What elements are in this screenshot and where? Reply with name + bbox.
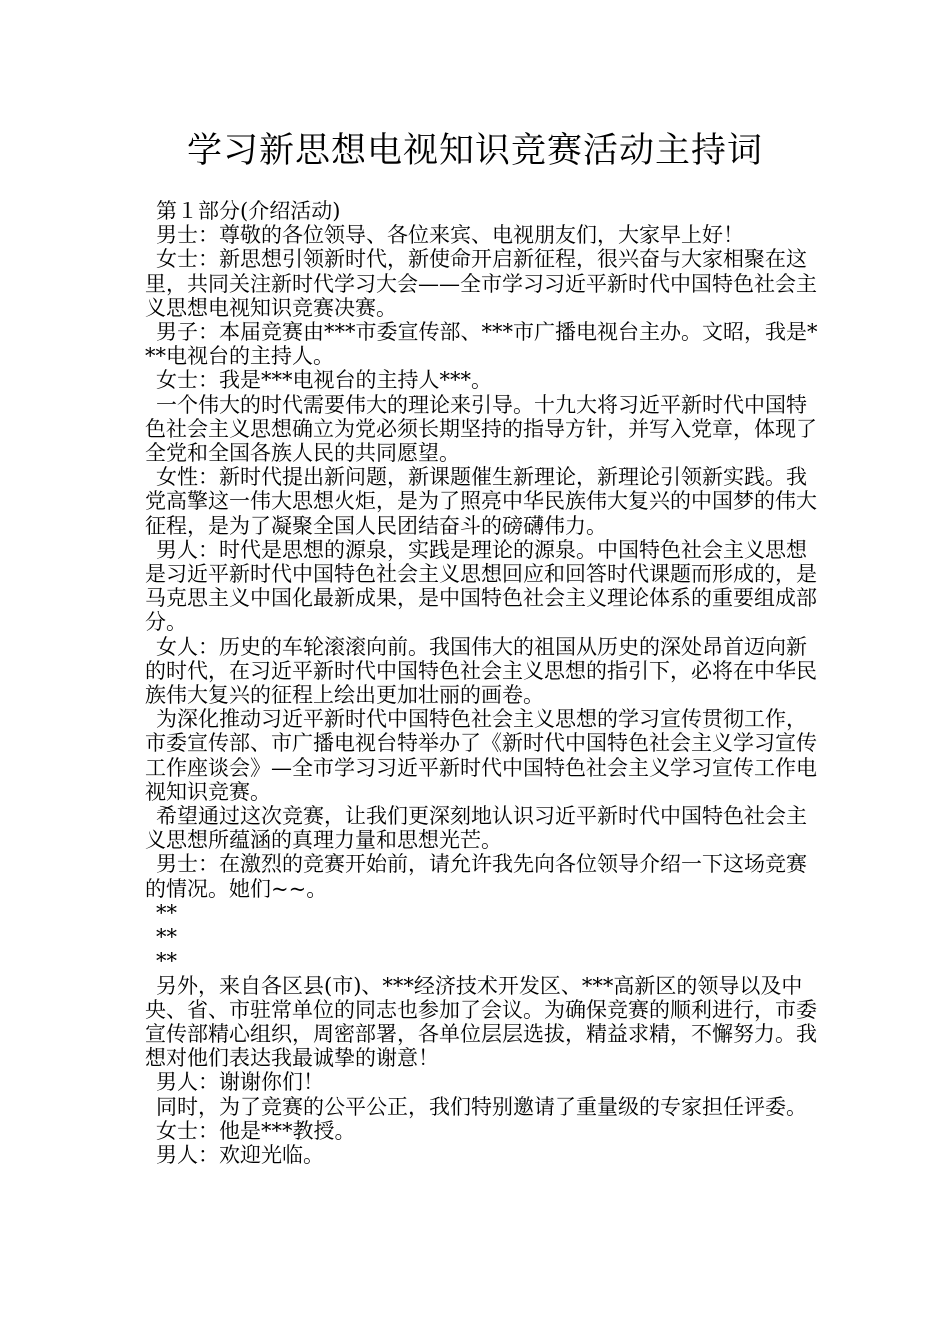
paragraph: 同时，为了竞赛的公平公正，我们特别邀请了重量级的专家担任评委。	[156, 1094, 807, 1119]
paragraph: 男人：欢迎光临。	[156, 1142, 324, 1167]
paragraph: 女士：新思想引领新时代，新使命开启新征程，很兴奋与大家相聚在这里，共同关注新时代学习大会——全市学习习近平新时代中国特色社会主义思想电视知识竞赛决赛。	[145, 247, 817, 320]
paragraph: 男子：本届竞赛由***市委宣传部、***市广播电视台主办。文昭，我是***电视台的主持人。	[145, 320, 818, 369]
paragraph: 女士：他是***教授。	[156, 1118, 356, 1143]
paragraph: 另外，来自各区县(市)、***经济技术开发区、***高新区的领导以及中央、省、市驻常单位的同志也参加了会议。为确保竞赛的顺利进行，市委宣传部精心组织，周密部署，各单位层层选拔，精益求精，不懈努力。我想对他们表达我最诚挚的谢意！	[145, 973, 817, 1071]
paragraph: 女士：我是***电视台的主持人***。	[156, 368, 492, 393]
paragraph: 男人：时代是思想的源泉，实践是理论的源泉。中国特色社会主义思想是习近平新时代中国特色社会主义思想回应和回答时代课题而形成的，是马克思主义中国化最新成果，是中国特色社会主义理论体系的重要组成部分。	[145, 537, 817, 635]
paragraph: 希望通过这次竞赛，让我们更深刻地认识习近平新时代中国特色社会主义思想所蕴涵的真理力量和思想光芒。	[145, 804, 807, 853]
paragraph: 一个伟大的时代需要伟大的理论来引导。十九大将习近平新时代中国特色社会主义思想确立为党必须长期坚持的指导方针，并写入党章，体现了全党和全国各族人民的共同愿望。	[145, 392, 817, 466]
paragraph: 女性：新时代提出新问题，新课题催生新理论，新理论引领新实践。我党高擎这一伟大思想火炬，是为了照亮中华民族伟大复兴的中国梦的伟大征程，是为了凝聚全国人民团结奋斗的磅礴伟力。	[145, 465, 817, 538]
paragraph: 男士：在激烈的竞赛开始前，请允许我先向各位领导介绍一下这场竞赛的情况。她们~~。	[145, 852, 807, 901]
paragraph: 为深化推动习近平新时代中国特色社会主义思想的学习宣传贯彻工作，市委宣传部、市广播电视台特举办了《新时代中国特色社会主义学习宣传工作座谈会》—全市学习习近平新时代中国特色社会主义学习宣传工作电视知识竞赛。	[145, 707, 817, 804]
paragraph-placeholder: **	[156, 949, 177, 974]
paragraph-section-heading: 第１部分(介绍活动)	[156, 199, 341, 223]
paragraph: 女人：历史的车轮滚滚向前。我国伟大的祖国从历史的深处昂首迈向新的时代，在习近平新时代中国特色社会主义思想的指引下，必将在中华民族伟大复兴的征程上绘出更加壮丽的画卷。	[145, 634, 817, 708]
document-title: 学习新思想电视知识竞赛活动主持词	[186, 131, 763, 171]
paragraph: 男人：谢谢你们！	[156, 1070, 324, 1095]
document-body	[145, 199, 825, 1167]
paragraph-placeholder: **	[156, 900, 177, 925]
paragraph: 男士：尊敬的各位领导、各位来宾、电视朋友们，大家早上好！	[156, 223, 744, 248]
paragraph-placeholder: **	[156, 925, 177, 950]
